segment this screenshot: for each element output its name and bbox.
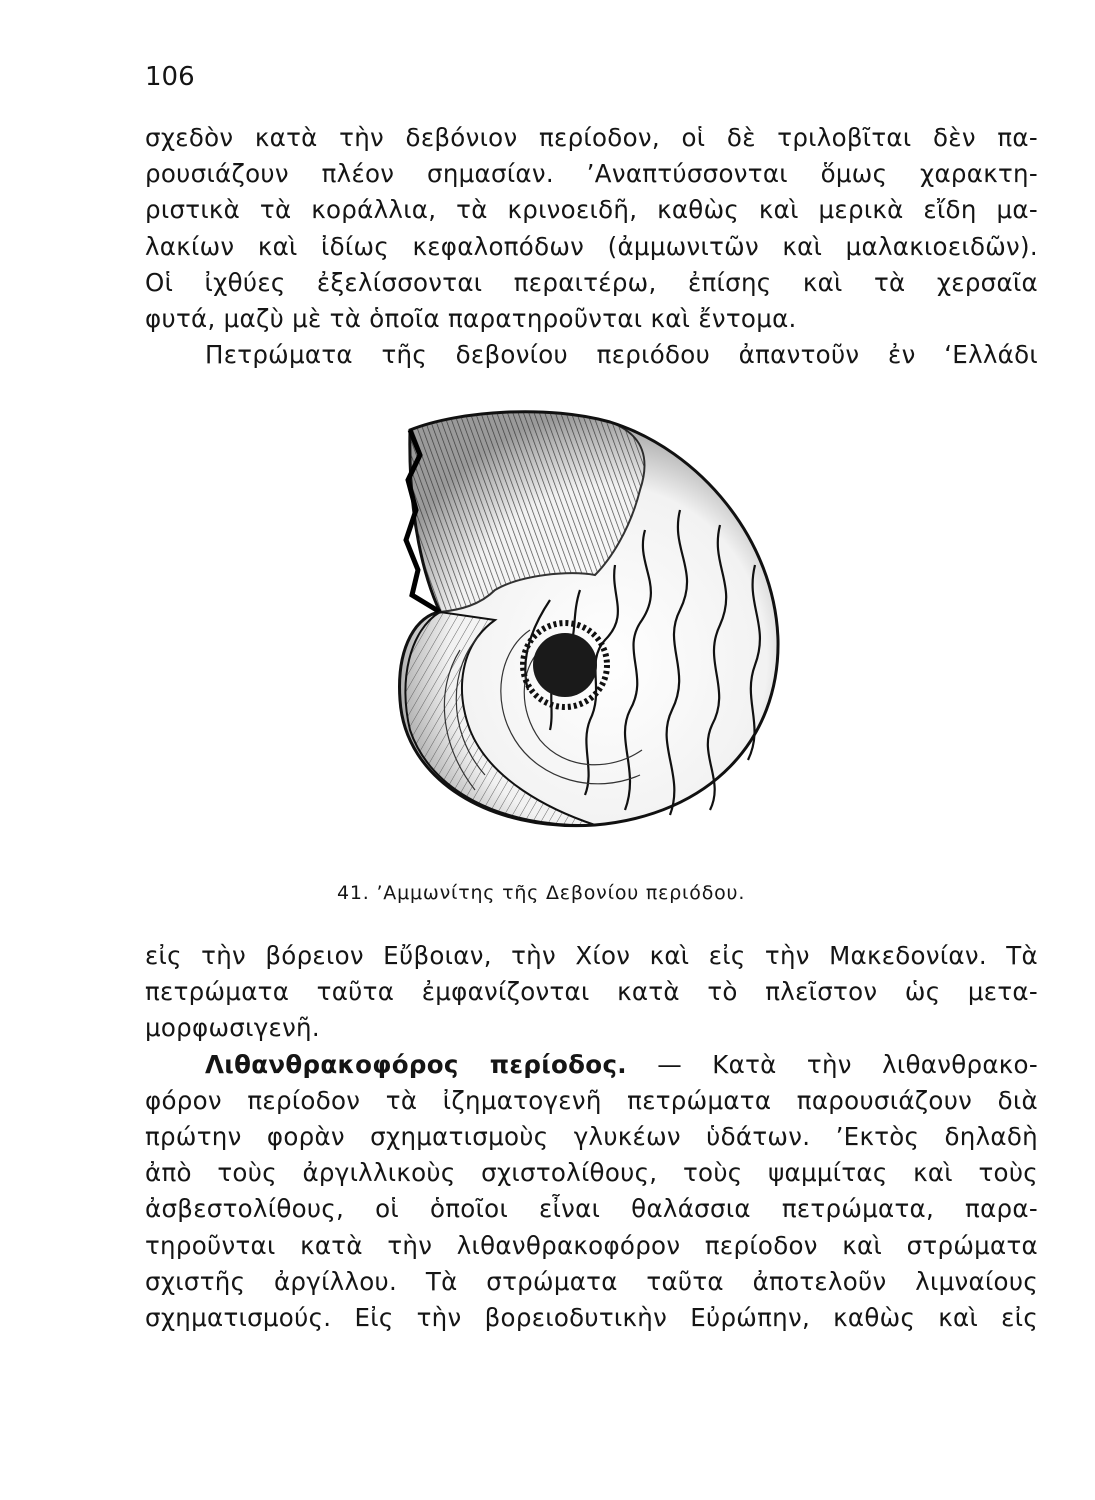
heading-line-rest: — Κατὰ τὴν λιθανθρακο- [626,1049,1038,1079]
page-number: 106 [145,62,195,92]
text-block-top [145,120,1038,373]
text-line: ἀπὸ τοὺς ἀργιλλικοὺς σχιστολίθους, τοὺς ψαμμίτας καὶ τοὺς [145,1158,1038,1188]
text-line: εἰς τὴν βόρειον Εὔβοιαν, τὴν Χίον καὶ εἰς τὴν Μακεδονίαν. Τὰ [145,941,1038,970]
text-line: μορφωσιγενῆ. [145,1013,320,1043]
text-line: πετρώματα ταῦτα ἐμφανίζονται κατὰ τὸ πλεῖστον ὡς μετα- [145,977,1038,1007]
text-line: ριστικὰ τὰ κοράλλια, τὰ κρινοειδῆ, καθὼς καὶ μερικὰ εἴδη μα- [145,195,1038,225]
text-line: λακίων καὶ ἰδίως κεφαλοπόδων (ἀμμωνιτῶν καὶ μαλακιοειδῶν). [145,231,1038,261]
text-line: τηροῦνται κατὰ τὴν λιθανθρακοφόρον περίοδον καὶ στρώματα [145,1230,1038,1260]
figure-caption: 41. ’Αμμωνίτης τῆς Δεβονίου περιόδου. [337,882,746,904]
text-line: Οἱ ἰχθύες ἐξελίσσονται περαιτέρω, ἐπίσης καὶ τὰ χερσαῖα [145,267,1038,297]
section-heading: Λιθανθρακοφόρος περίοδος. [205,1049,627,1079]
text-line: σχηματισμούς. Εἰς τὴν βορειοδυτικὴν Εὐρώπην, καθὼς καὶ εἰς [145,1302,1038,1332]
text-line: σχεδὸν κατὰ τὴν δεβόνιον περίοδον, οἱ δὲ τριλοβῖται δὲν πα- [145,123,1038,152]
text-line: φόρον περίοδον τὰ ἰζηματογενῆ πετρώματα παρουσιάζουν διὰ [145,1085,1038,1115]
shell-umbilicus [533,633,597,697]
text-line: Πετρώματα τῆς δεβονίου περιόδου ἀπαντοῦν ἐν ‘Ελλάδι [205,340,1038,370]
text-line: ρουσιάζουν πλέον σημασίαν. ’Αναπτύσσονται ὅμως χαρακτη- [145,159,1038,189]
text-line: ἀσβεστολίθους, οἱ ὁποῖοι εἶναι θαλάσσια πετρώματα, παρα- [145,1194,1038,1224]
section-heading-line [145,1047,1038,1083]
text-line: φυτά, μαζὺ μὲ τὰ ὁποῖα παρατηροῦνται καὶ ἔντομα. [145,303,797,333]
text-line: σχιστῆς ἀργίλλου. Τὰ στρώματα ταῦτα ἀποτελοῦν λιμναίους [145,1266,1038,1296]
ammonite-figure [380,400,790,830]
text-block-bottom [145,938,1038,1336]
text-line: πρώτην φορὰν σχηματισμοὺς γλυκέων ὑδάτων. ’Εκτὸς δηλαδὴ [145,1121,1038,1151]
